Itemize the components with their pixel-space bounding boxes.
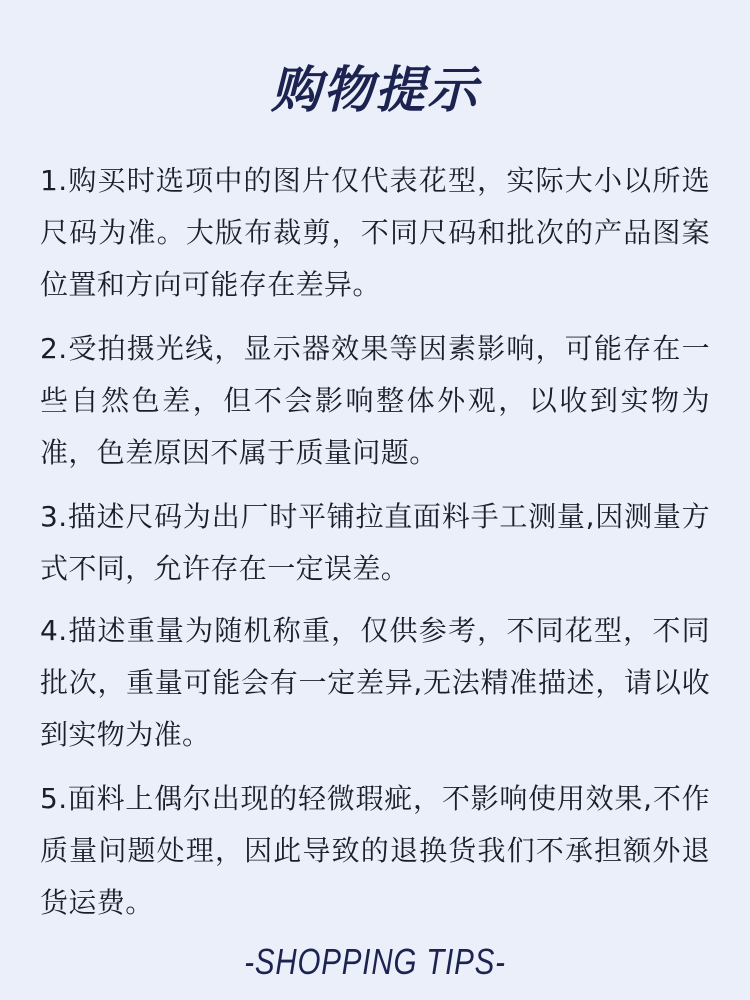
page-title: 购物提示 — [271, 61, 479, 119]
footer-caption: -SHOPPING TIPS- — [244, 941, 506, 982]
tip-item-5: 5.面料上偶尔出现的轻微瑕疵，不影响使用效果,不作质量问题处理，因此导致的退换货我们不承担额外退货运费。 — [40, 782, 710, 919]
tip-item-4: 4.描述重量为随机称重，仅供参考，不同花型，不同批次，重量可能会有一定差异,无法精准描述，请以收到实物为准。 — [40, 614, 710, 751]
tip-item-2: 2.受拍摄光线，显示器效果等因素影响，可能存在一些自然色差，但不会影响整体外观，以收到实物为准，色差原因不属于质量问题。 — [40, 332, 710, 469]
tip-item-1: 1.购买时选项中的图片仅代表花型，实际大小以所选尺码为准。大版布裁剪，不同尺码和批次的产品图案位置和方向可能存在差异。 — [40, 164, 710, 301]
tip-item-3: 3.描述尺码为出厂时平铺拉直面料手工测量,因测量方式不同，允许存在一定误差。 — [40, 500, 710, 585]
